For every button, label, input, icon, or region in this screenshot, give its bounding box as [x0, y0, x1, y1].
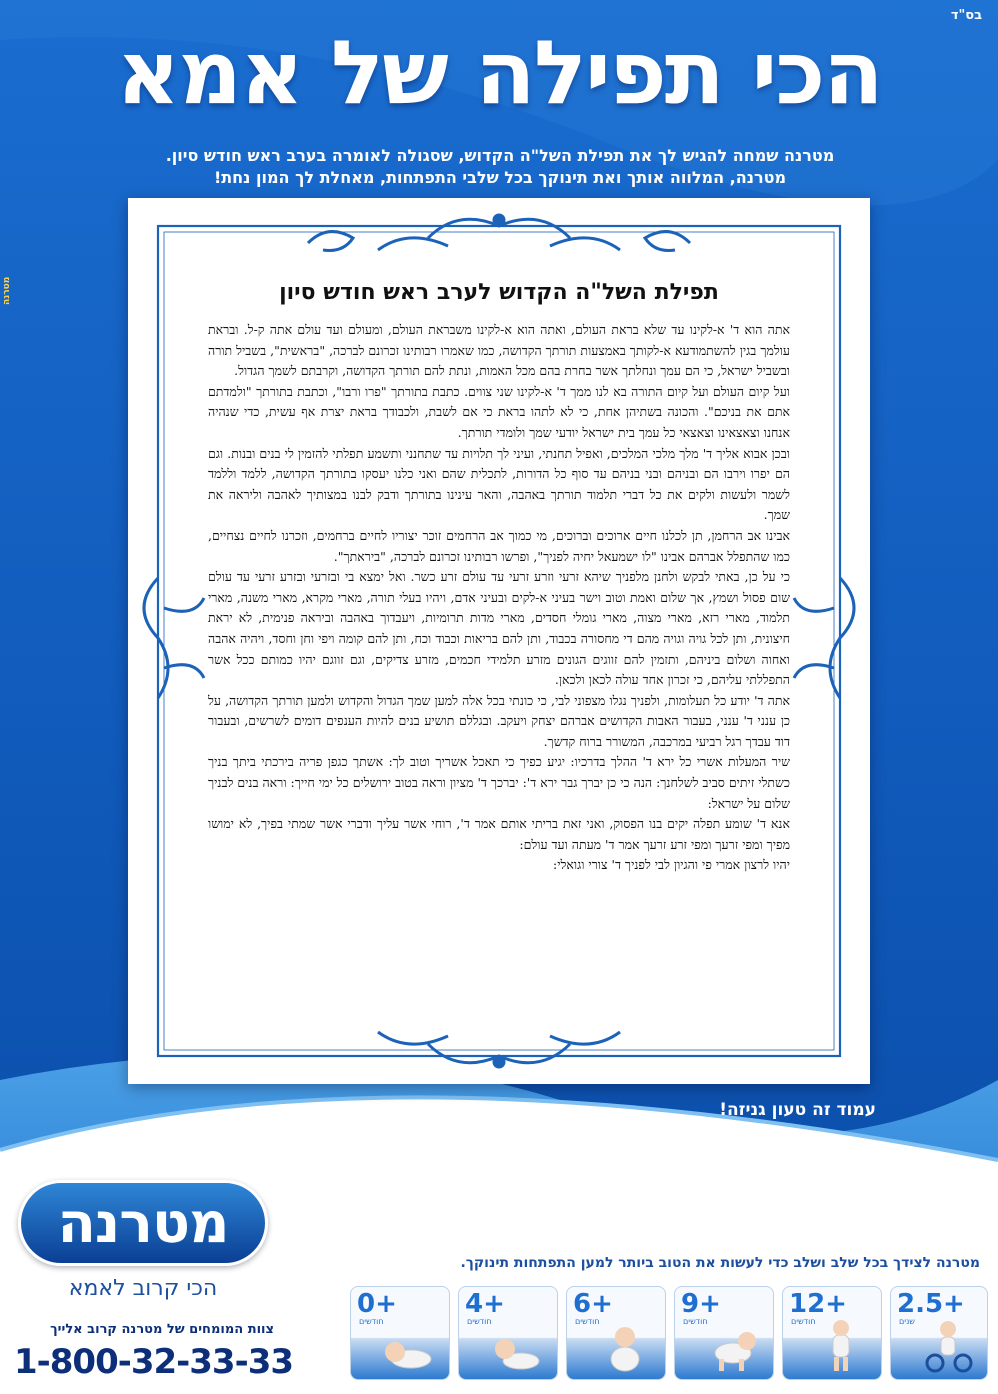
- stage-unit: חודשים: [683, 1317, 708, 1326]
- top-corner-mark: בס"ד: [950, 8, 982, 23]
- subheading: [60, 145, 940, 189]
- prayer-paragraph: כי על כן, באתי לבקש ולחנן מלפניך שיהא זרעי וזרע זרעי עד עולם זרע כשר. ואל ימצא בי ובזרעי ובזרע זרעי עד עולם שום פסול ושמץ, אך שלום ואמת וטוב וישר בעיני א-לקים ובעיני אדם, ויהיו בעלי תורה, מארי מקרא, מארי משנה, מארי תלמוד, מארי רזא, מארי מצוה, מארי גומלי חסדים, מארי מדות תרומיות, ויעבדוך באהבה וביראה פנימית, לא יראת חיצונית, ותן לכל גויה וגויה מהם די מחסורה בכבוד, ותן להם בריאות וכבוד וכח, ותן להם קומה ויפי וחן וחסד, ויהיה אהבה ואחוה ושלום ביניהם, ותזמין להם זווגים הגונים מזרע תלמידי חכמים, מזרע צדיקים, וגם זווגם יהיו כמותם ככל אשר התפללתי עליהם, כי זכרון אחד עולה לכאן ולכאן.: [208, 569, 790, 688]
- top-ornament-icon: [308, 215, 690, 251]
- stage-age: 6+: [573, 1289, 613, 1319]
- stage-age: 2.5+: [897, 1289, 965, 1319]
- stage-card: [458, 1286, 558, 1380]
- toddler-tricycle-icon: [921, 1319, 975, 1373]
- prayer-paragraph: אתה ד' יודע כל תעלומות, ולפניך נגלו מצפוני לבי, כי כונתי בכל אלה למען שמך הגדול והקדוש ולמען תורתך הקדושה, על כן ענני ד' ענני, בעבור האבות הקדושים אברהם יצחק ויעקב. ובגללם תושיע בנים להיות הענפים דומים לשרשים, ובעבור דוד עבדך רגל רביעי במרכבה, המשורר ברוח קדשך.: [208, 692, 790, 749]
- stage-unit: חודשים: [791, 1317, 816, 1326]
- stage-unit: חודשים: [359, 1317, 384, 1326]
- baby-crawling-icon: [705, 1319, 759, 1373]
- prayer-paragraph: ובכן אבוא אליך ד' מלך מלכי המלכים, ואפיל תחנתי, ועיני לך תלויות עד שתחנני ותשמע תפלתי להזמין לי בנים ובנות. וגם הם יפרו וירבו הם ובניהם ובני בניהם עד סוף כל הדורות, לתכלית שהם ואני כלנו יעסקו בתורתך הקדושה, ללמד וללמד לשמר ולעשות ולקים את כל דברי תלמוד תורתך באהבה, והאר עינינו בתורתך ודבק לבנו במצותיך לאהבה וליראה את שמך.: [208, 445, 790, 523]
- prayer-paragraph: אבינו אב הרחמן, תן לכלנו חיים ארוכים וברוכים, מי כמוך אב הרחמים זוכר יצוריו לחיים ברחמים, וזכרנו לחיים נצחיים, כמו שהתפלל אברהם אבינו "לו ישמעאל יחיה לפניך", ופרשו רבותינו זכרונם לברכה, "ביראתך".: [208, 527, 791, 564]
- stage-age: 12+: [789, 1289, 847, 1319]
- prayer-paragraph: ועל קיום העולם ועל קיום התורה בא לנו ממך ד' א-לקינו שני צווים. כתבת בתורתך "פרו ורבו", וכתבת בתורתך "ולמדתם אתם את בניכם". והכונה בשתיהן אחת, כי לא לתהו בראת כי אם לשבת, ולכבודך בראת יצרת אף עשית, כדי שנהיה אנחנו וצאצאינו וצאצאי כל עמך בית ישראל יודעי שמך ולומדי תורתך.: [208, 383, 790, 440]
- baby-tummy-icon: [489, 1319, 543, 1373]
- prayer-text: [208, 320, 790, 876]
- stage-age: 9+: [681, 1289, 721, 1319]
- bottom-ornament-icon: [378, 1032, 620, 1067]
- prayer-paragraph: אנא ד' שומע תפלה יקים בנו הפסוק, ואני זאת בריתי אותם אמר ד', רוחי אשר עליך ודברי אשר שמתי בפיך, לא ימושו מפיך ומפי זרעך ומפי זרע זרעך אמר ד' מעתה ועד עולם:: [208, 816, 790, 852]
- prayer-title: תפילת השל"ה הקדוש לערב ראש חודש סיון: [279, 280, 719, 305]
- stage-card: [566, 1286, 666, 1380]
- stage-unit: חודשים: [467, 1317, 492, 1326]
- headline: הכי תפילה של אמא: [116, 21, 882, 124]
- baby-sitting-icon: [597, 1319, 651, 1373]
- subheading-line-1: מטרנה שמחה להגיש לך את תפילת השל"ה הקדוש, שסגולה לאומרה בערב ראש חודש סיון.: [165, 146, 835, 165]
- subheading-line-2: מטרנה, המלווה אותך ואת תינוקך בכל שלבי התפתחות, מאחלת לך המון נחת!: [213, 168, 787, 187]
- stage-card: [782, 1286, 882, 1380]
- prayer-paragraph: יהיו לרצון אמרי פי והגיון לבי לפניך ד' צורי וגואלי:: [553, 857, 790, 873]
- materna-logo: [18, 1180, 268, 1266]
- prayer-card: [128, 198, 870, 1084]
- stage-card: [350, 1286, 450, 1380]
- stage-age: 0+: [357, 1289, 397, 1319]
- baby-walking-icon: [813, 1319, 867, 1373]
- stage-card: [890, 1286, 988, 1380]
- brand-slogan: הכי קרוב לאמא: [68, 1276, 218, 1301]
- phone-number[interactable]: 1-800-32-33-33: [14, 1342, 294, 1382]
- experts-line: צוות המומחים של מטרנה קרוב אלייך: [50, 1322, 274, 1337]
- stage-unit: שנים: [899, 1317, 915, 1326]
- logo-text: מטרנה: [57, 1190, 229, 1256]
- stages-caption: מטרנה לצידך בכל שלב ושלב כדי לעשות את הטוב ביותר למען התפתחות תינוקך.: [460, 1255, 980, 1271]
- prayer-paragraph: אתה הוא ד' א-לקינו עד שלא בראת העולם, ואתה הוא א-לקינו משבראת העולם, ומעולם ועד עולם אתה ק-ל. ובראת עולמך בגין להשתמודעא א-לקותך באמצעות תורתך הקדושה, כמו שאמרו רבותינו זכרונם לברכה, "בראשית", בשביל תורה ובשביל ישראל, כי הם עמך ונחלתך אשר בחרת בהם מכל האמות, ונתת להם תורתך הקדושה, וקרבתם לשמך הגדול.: [208, 322, 790, 379]
- prayer-paragraph: שיר המעלות אשרי כל ירא ד' ההלך בדרכיו: יגיע כפיך כי תאכל אשריך וטוב לך: אשתך כגפן פריה בירכתי ביתך בניך כשתלי זיתים סביב לשלחנך: הנה כי כן יברך גבר ירא ד': יברכך ד' מציון וראה בטוב ירושלים כל ימי חייך: וראה בנים לבניך שלום על ישראל:: [208, 754, 790, 811]
- genizah-notice: עמוד זה טעון גניזה!: [719, 1100, 876, 1120]
- stage-age: 4+: [465, 1289, 505, 1319]
- stage-card: [674, 1286, 774, 1380]
- side-brand-strip: מטרנה: [2, 276, 12, 305]
- baby-lying-icon: [381, 1319, 435, 1373]
- stage-unit: חודשים: [575, 1317, 600, 1326]
